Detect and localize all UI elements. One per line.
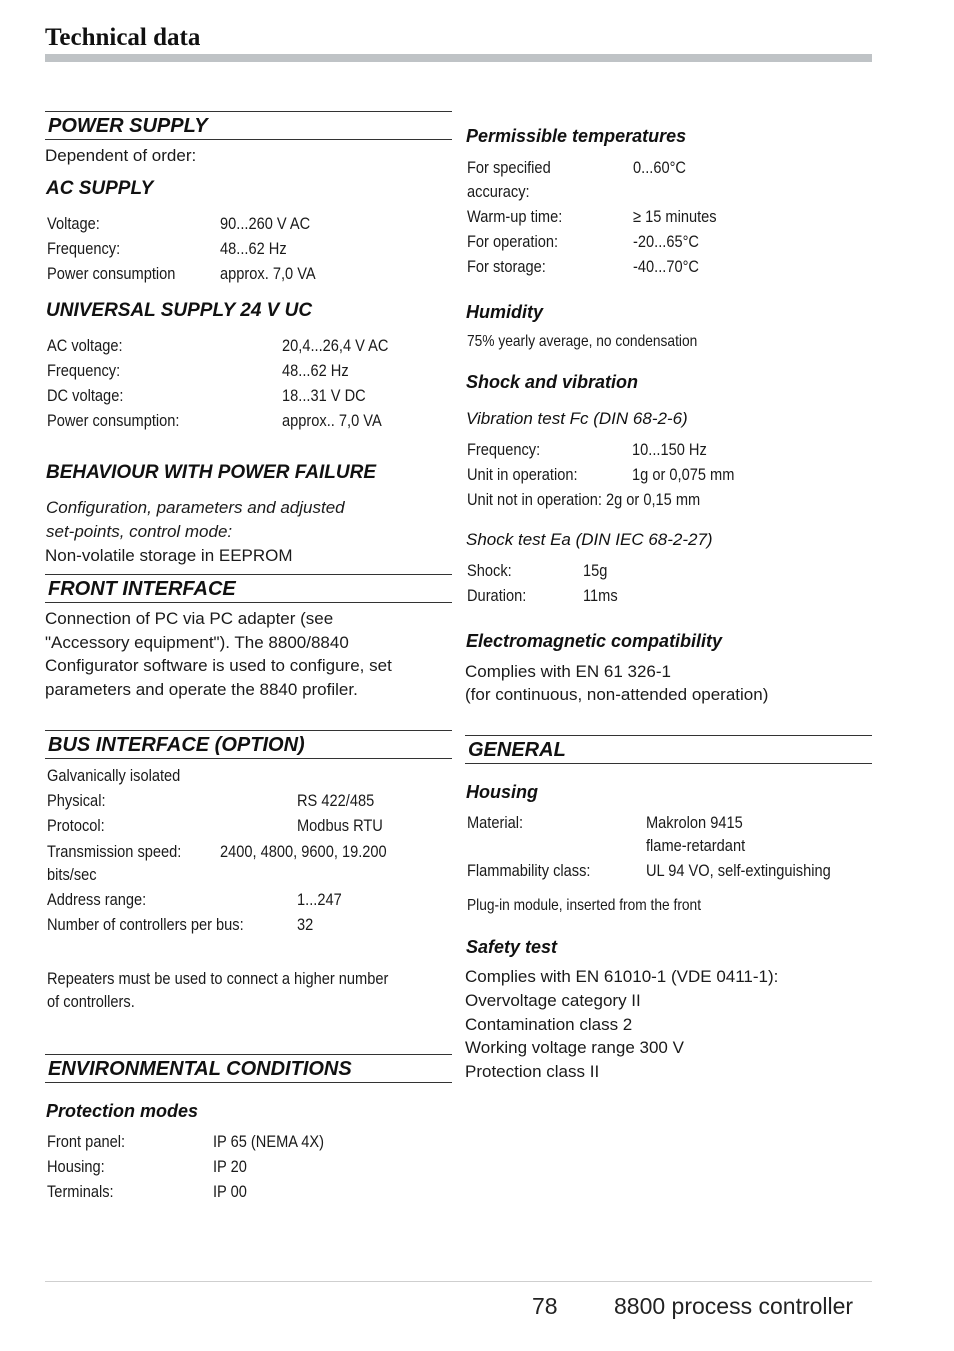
front-interface-line-2: "Accessory equipment"). The 8800/8840 <box>45 633 349 652</box>
emc-line-2: (for continuous, non-attended operation) <box>465 685 769 704</box>
safety-line-1: Complies with EN 61010-1 (VDE 0411-1): <box>465 967 779 986</box>
vibration-table <box>467 440 867 490</box>
footer-rule <box>45 1281 872 1282</box>
row-key: DC voltage: <box>47 386 124 405</box>
row-value: RS 422/485 <box>297 791 375 810</box>
power-failure-italic-2: set-points, control mode: <box>46 522 233 541</box>
table-row <box>47 361 447 386</box>
row-key: Warm-up time: <box>467 207 563 226</box>
section-heading-environment: ENVIRONMENTAL CONDITIONS <box>45 1054 452 1083</box>
row-value: Modbus RTU <box>297 816 383 835</box>
table-row <box>47 214 447 239</box>
table-row <box>47 890 447 915</box>
humidity-text: 75% yearly average, no condensation <box>467 333 698 350</box>
protection-modes-table <box>47 1132 447 1207</box>
row-value: 90...260 V AC <box>220 214 311 233</box>
row-value: 1g or 0,075 mm <box>632 465 735 484</box>
table-row <box>467 561 867 586</box>
material-key: Material: <box>467 813 524 832</box>
row-key: For storage: <box>467 257 546 276</box>
row-value: IP 00 <box>213 1182 247 1201</box>
page-number: 78 <box>532 1293 558 1319</box>
bus-interface-table <box>47 791 447 841</box>
table-row <box>467 232 867 257</box>
material-value-1: Makrolon 9415 <box>646 813 743 832</box>
row-key: AC voltage: <box>47 336 123 355</box>
subheading-protection-modes: Protection modes <box>46 1101 199 1121</box>
title-rule <box>45 54 872 62</box>
subheading-shock-vibration: Shock and vibration <box>466 372 639 392</box>
row-key: Terminals: <box>47 1182 114 1201</box>
universal-supply-table <box>47 336 447 436</box>
safety-line-5: Protection class II <box>465 1062 600 1081</box>
table-row <box>47 1157 447 1182</box>
section-heading-power-supply: POWER SUPPLY <box>45 111 452 140</box>
subheading-housing: Housing <box>466 782 538 802</box>
shock-test-heading: Shock test Ea (DIN IEC 68-2-27) <box>466 530 713 549</box>
bus-speed-unit: bits/sec <box>47 865 97 884</box>
footer-title: 8800 process controller <box>614 1293 854 1319</box>
power-supply-intro: Dependent of order: <box>45 146 197 165</box>
row-value: approx.. 7,0 VA <box>282 411 382 430</box>
subheading-safety-test: Safety test <box>466 937 558 957</box>
section-heading-bus-interface: BUS INTERFACE (OPTION) <box>45 730 452 759</box>
row-key: Physical: <box>47 791 106 810</box>
safety-line-4: Working voltage range 300 V <box>465 1038 684 1057</box>
power-failure-text: Non-volatile storage in EEPROM <box>45 546 293 565</box>
subheading-universal-supply: UNIVERSAL SUPPLY 24 V UC <box>46 300 313 321</box>
row-value: IP 65 (NEMA 4X) <box>213 1132 325 1151</box>
temp-row1-value: 0...60°C <box>633 158 686 177</box>
row-key: Protocol: <box>47 816 105 835</box>
row-value: 48...62 Hz <box>220 239 287 258</box>
table-row <box>47 1132 447 1157</box>
bus-speed-value: 2400, 4800, 9600, 19.200 <box>220 842 387 861</box>
bus-speed-key: Transmission speed: <box>47 842 182 861</box>
shock-table <box>467 561 867 611</box>
row-key: For operation: <box>467 232 559 251</box>
table-row <box>47 411 447 436</box>
ac-supply-table <box>47 214 447 289</box>
row-key: Housing: <box>47 1157 105 1176</box>
material-value-2: flame-retardant <box>646 836 746 855</box>
row-key: Frequency: <box>467 440 541 459</box>
flammability-key: Flammability class: <box>467 861 591 880</box>
table-row <box>47 386 447 411</box>
table-row <box>47 915 447 940</box>
table-row <box>467 207 867 232</box>
row-key: Unit in operation: <box>467 465 578 484</box>
row-key: Voltage: <box>47 214 100 233</box>
row-value: 10...150 Hz <box>632 440 707 459</box>
table-row <box>47 816 447 841</box>
emc-line-1: Complies with EN 61 326-1 <box>465 662 671 681</box>
table-row <box>47 264 447 289</box>
row-value: -20...65°C <box>633 232 699 251</box>
subheading-ac-supply: AC SUPPLY <box>46 178 154 199</box>
temp-row1-key-1: For specified <box>467 158 551 177</box>
table-row <box>467 257 867 282</box>
row-key: Front panel: <box>47 1132 126 1151</box>
front-interface-line-1: Connection of PC via PC adapter (see <box>45 609 334 628</box>
row-value: 11ms <box>583 586 618 605</box>
bus-note-1: Repeaters must be used to connect a higher number <box>47 969 389 988</box>
row-value: 32 <box>297 915 314 934</box>
row-key: Power consumption <box>47 264 176 283</box>
section-heading-front-interface: FRONT INTERFACE <box>45 574 452 603</box>
table-row <box>467 465 867 490</box>
bus-note-2: of controllers. <box>47 992 135 1011</box>
front-interface-line-3: Configurator software is used to configure, set <box>45 656 392 675</box>
row-value: IP 20 <box>213 1157 247 1176</box>
front-interface-line-4: parameters and operate the 8840 profiler. <box>45 680 358 699</box>
table-row <box>467 586 867 611</box>
table-row <box>47 791 447 816</box>
section-heading-general: GENERAL <box>465 735 872 764</box>
vibration-last-row: Unit not in operation: 2g or 0,15 mm <box>467 490 701 509</box>
flammability-value: UL 94 VO, self-extinguishing <box>646 861 831 880</box>
temp-row1-key-2: accuracy: <box>467 182 530 201</box>
table-row <box>47 239 447 264</box>
row-key: Frequency: <box>47 239 121 258</box>
vibration-test-heading: Vibration test Fc (DIN 68-2-6) <box>466 409 688 428</box>
plugin-note: Plug-in module, inserted from the front <box>467 897 702 914</box>
row-key: Power consumption: <box>47 411 180 430</box>
safety-line-3: Contamination class 2 <box>465 1015 633 1034</box>
row-value: 1...247 <box>297 890 342 909</box>
row-key: Address range: <box>47 890 147 909</box>
row-value: -40...70°C <box>633 257 699 276</box>
row-value: 18...31 V DC <box>282 386 366 405</box>
row-key: Number of controllers per bus: <box>47 915 244 934</box>
row-value: ≥ 15 minutes <box>633 207 717 226</box>
table-row <box>47 1182 447 1207</box>
power-failure-italic-1: Configuration, parameters and adjusted <box>46 498 345 517</box>
row-value: 15g <box>583 561 608 580</box>
row-value: 48...62 Hz <box>282 361 349 380</box>
page-title: Technical data <box>45 24 201 51</box>
row-key: Shock: <box>467 561 512 580</box>
bus-interface-table-2 <box>47 890 447 940</box>
table-row <box>467 440 867 465</box>
row-key: Duration: <box>467 586 527 605</box>
table-row <box>47 336 447 361</box>
subheading-emc: Electromagnetic compatibility <box>466 631 723 651</box>
safety-line-2: Overvoltage category II <box>465 991 641 1010</box>
row-key: Frequency: <box>47 361 121 380</box>
bus-isolated: Galvanically isolated <box>47 766 181 785</box>
subheading-temperatures: Permissible temperatures <box>466 126 687 146</box>
row-value: approx. 7,0 VA <box>220 264 316 283</box>
temperatures-table <box>467 207 867 282</box>
subheading-power-failure: BEHAVIOUR WITH POWER FAILURE <box>46 462 377 483</box>
subheading-humidity: Humidity <box>466 302 544 322</box>
row-value: 20,4...26,4 V AC <box>282 336 389 355</box>
